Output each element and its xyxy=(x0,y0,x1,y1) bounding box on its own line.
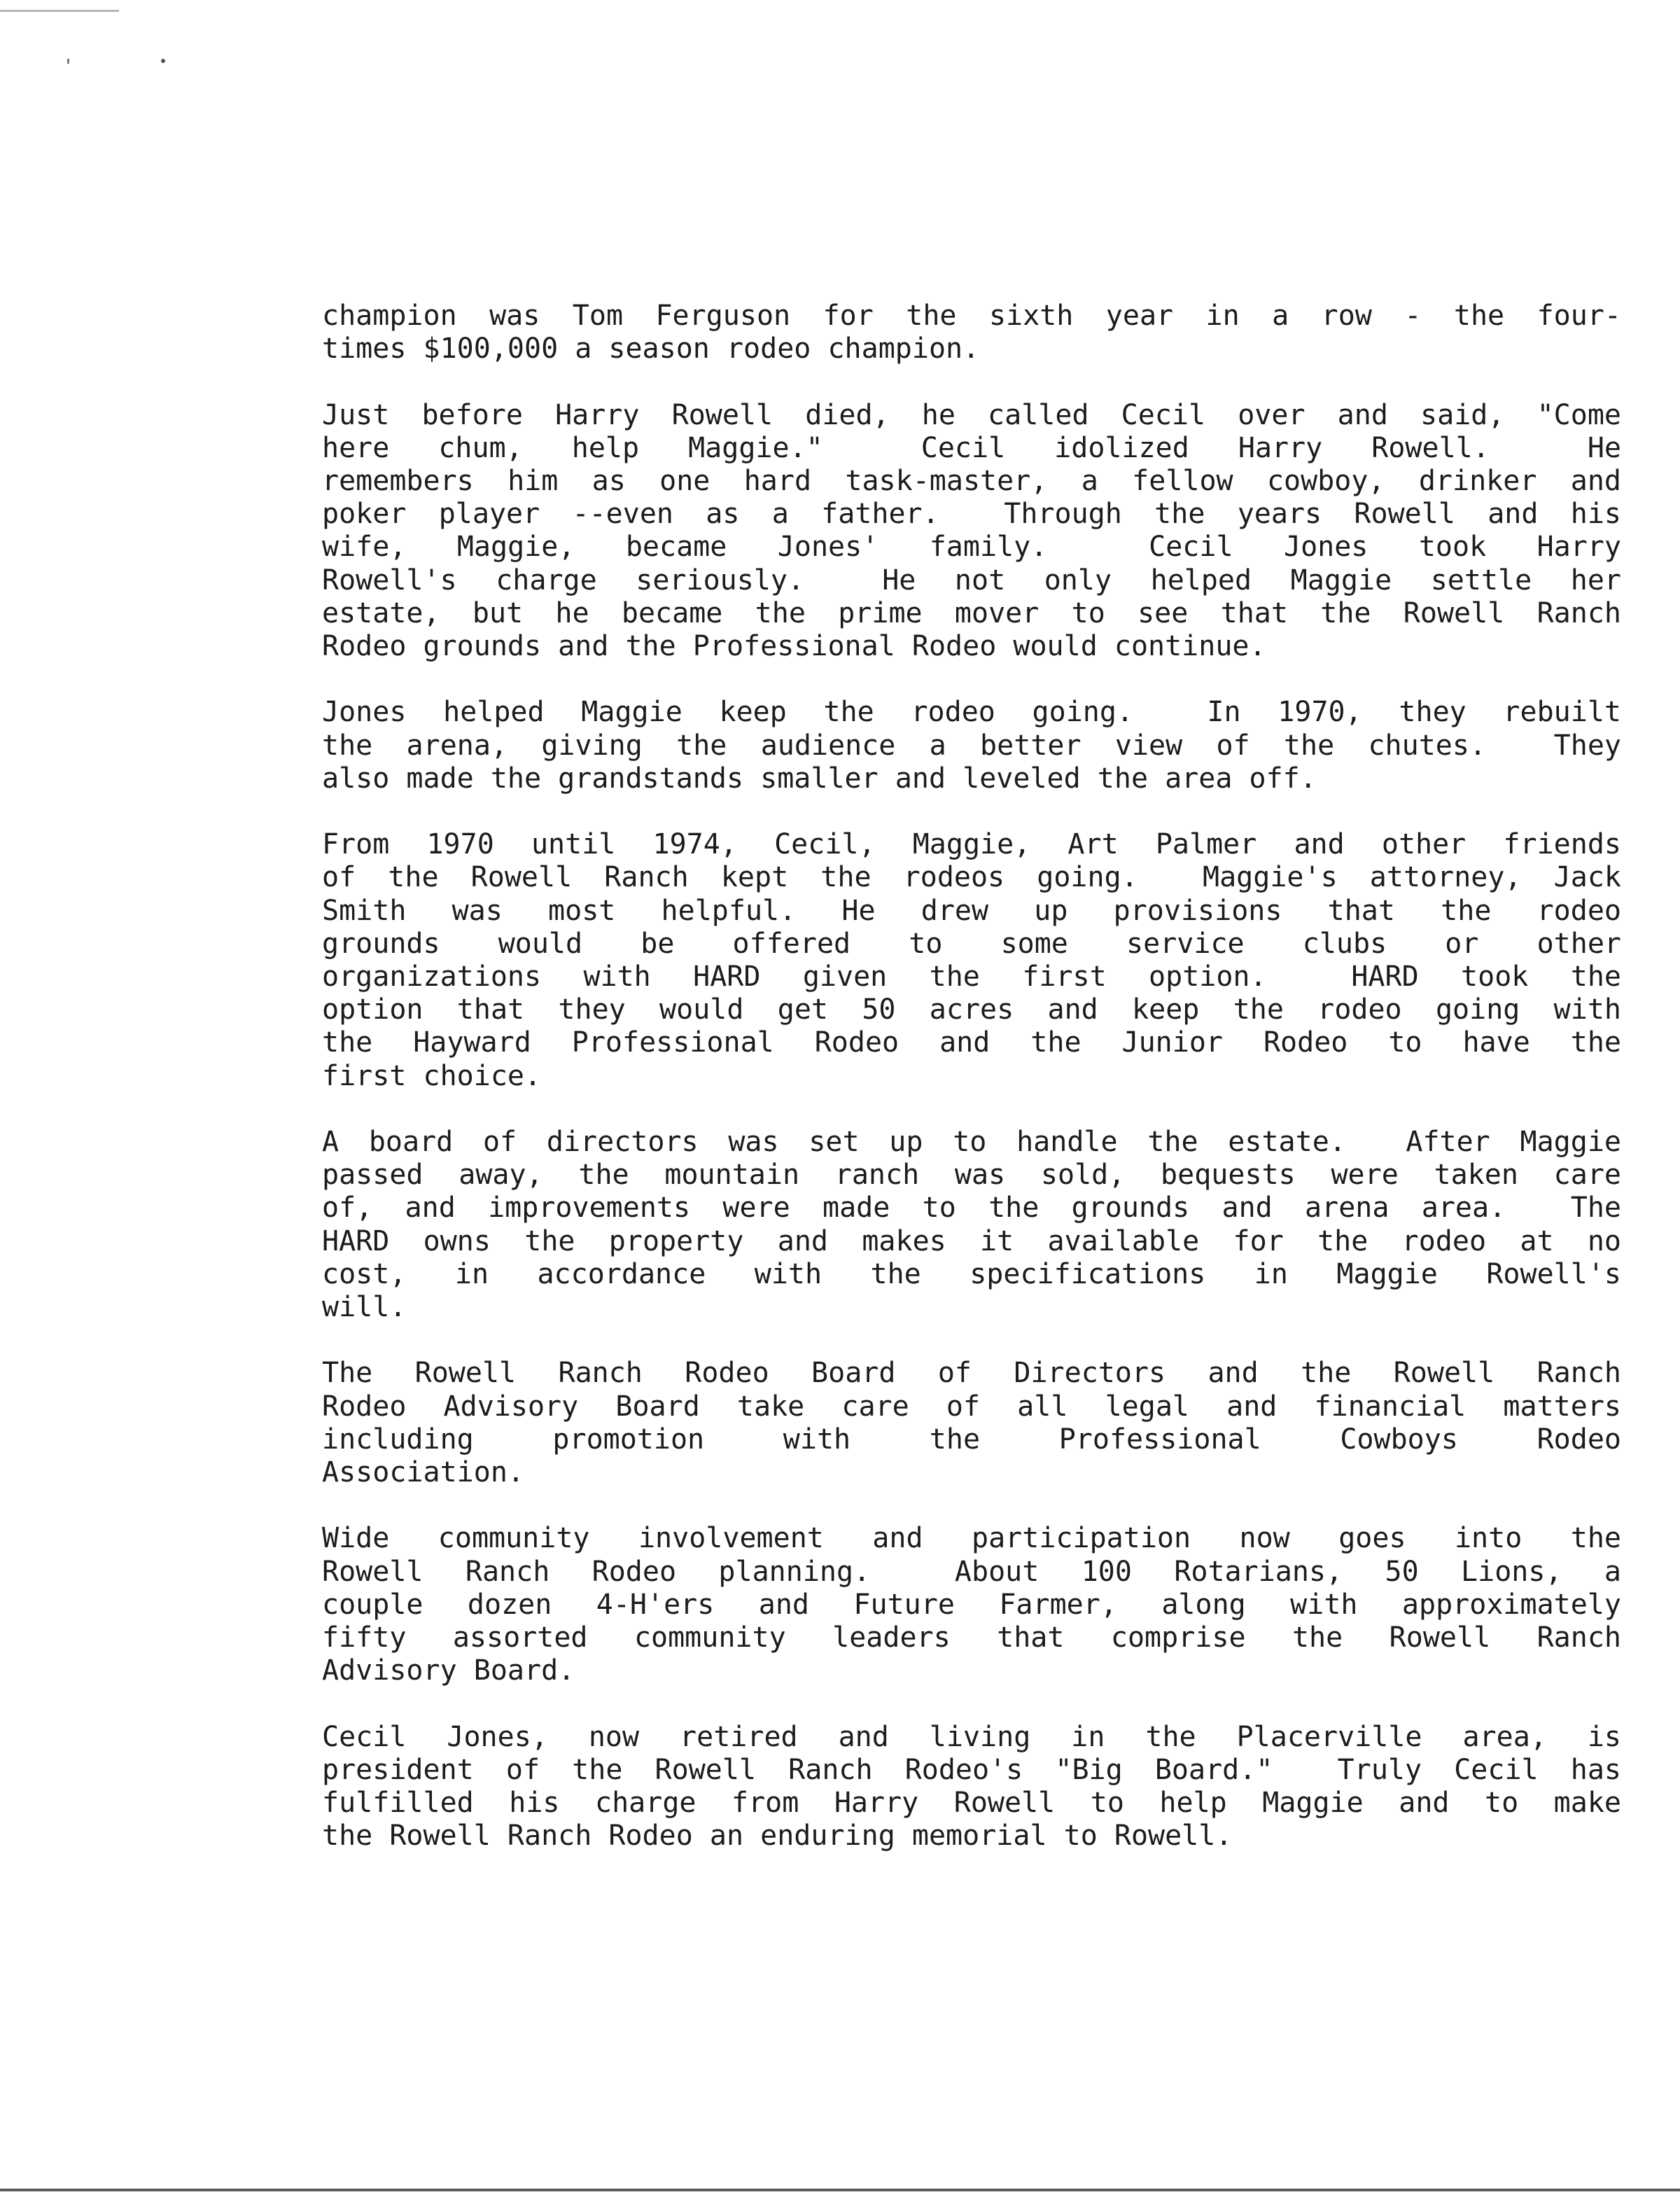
text-line: organizations with HARD given the first option. HARD took the xyxy=(322,961,1621,993)
scan-artifact-mark xyxy=(67,59,69,64)
paragraph-5 xyxy=(322,1126,1621,1324)
text-line: option that they would get 50 acres and keep the rodeo going with xyxy=(322,993,1621,1026)
text-line: president of the Rowell Ranch Rodeo's "Big Board." Truly Cecil has xyxy=(322,1753,1621,1786)
scan-artifact-top xyxy=(0,10,119,12)
text-line: Rodeo Advisory Board take care of all legal and financial matters xyxy=(322,1390,1621,1423)
text-line: Rodeo grounds and the Professional Rodeo would continue. xyxy=(322,630,1266,663)
paragraph-6 xyxy=(322,1357,1621,1489)
text-line: The Rowell Ranch Rodeo Board of Directors and the Rowell Ranch xyxy=(322,1357,1621,1390)
text-line: will. xyxy=(322,1291,407,1324)
text-line: poker player --even as a father. Through the years Rowell and his xyxy=(322,498,1621,531)
text-line: passed away, the mountain ranch was sold, bequests were taken care xyxy=(322,1159,1621,1192)
text-line: Smith was most helpful. He drew up provisions that the rodeo xyxy=(322,894,1621,927)
text-line: couple dozen 4-H'ers and Future Farmer, along with approximately xyxy=(322,1588,1621,1621)
text-line: Advisory Board. xyxy=(322,1654,575,1687)
text-line: A board of directors was set up to handle the estate. After Maggie xyxy=(322,1126,1621,1159)
scan-artifact-dot xyxy=(161,59,165,63)
text-line: here chum, help Maggie." Cecil idolized Harry Rowell. He xyxy=(322,431,1621,464)
paragraph-1 xyxy=(322,300,1621,365)
text-line: Wide community involvement and participation now goes into the xyxy=(322,1522,1621,1555)
text-line: HARD owns the property and makes it available for the rodeo at no xyxy=(322,1225,1621,1257)
text-line: Rowell Ranch Rodeo planning. About 100 Rotarians, 50 Lions, a xyxy=(322,1555,1621,1588)
text-line: first choice. xyxy=(322,1059,542,1092)
text-line: estate, but he became the prime mover to see that the Rowell Ranch xyxy=(322,597,1621,629)
text-line: including promotion with the Professional Cowboys Rodeo xyxy=(322,1423,1621,1456)
scan-artifact-bottom-edge xyxy=(0,2189,1680,2191)
text-line: cost, in accordance with the specifications in Maggie Rowell's xyxy=(322,1257,1621,1290)
text-line: champion was Tom Ferguson for the sixth year in a row - the four- xyxy=(322,300,1621,332)
text-line: remembers him as one hard task-master, a fellow cowboy, drinker and xyxy=(322,465,1621,497)
text-line: Just before Harry Rowell died, he called Cecil over and said, "Come xyxy=(322,398,1621,431)
text-line: From 1970 until 1974, Cecil, Maggie, Art Palmer and other friends xyxy=(322,828,1621,861)
text-line: the Hayward Professional Rodeo and the Junior Rodeo to have the xyxy=(322,1026,1621,1059)
paragraph-4 xyxy=(322,828,1621,1093)
text-line: the arena, giving the audience a better view of the chutes. They xyxy=(322,729,1621,762)
text-line: Jones helped Maggie keep the rodeo going. In 1970, they rebuilt xyxy=(322,696,1621,729)
text-line: fulfilled his charge from Harry Rowell to help Maggie and to make xyxy=(322,1787,1621,1820)
paragraph-8 xyxy=(322,1721,1621,1853)
text-line: fifty assorted community leaders that comprise the Rowell Ranch xyxy=(322,1621,1621,1654)
text-line: Rowell's charge seriously. He not only helped Maggie settle her xyxy=(322,564,1621,597)
paragraph-3 xyxy=(322,696,1621,795)
text-line: of the Rowell Ranch kept the rodeos going. Maggie's attorney, Jack xyxy=(322,861,1621,894)
text-line: times $100,000 a season rodeo champion. xyxy=(322,333,980,365)
text-line: the Rowell Ranch Rodeo an enduring memorial to Rowell. xyxy=(322,1820,1233,1853)
text-line: Association. xyxy=(322,1456,524,1489)
text-line: of, and improvements were made to the grounds and arena area. The xyxy=(322,1192,1621,1225)
text-line: grounds would be offered to some service clubs or other xyxy=(322,927,1621,960)
paragraph-2 xyxy=(322,399,1621,664)
text-line: wife, Maggie, became Jones' family. Cecil Jones took Harry xyxy=(322,531,1621,564)
body-text xyxy=(322,300,1621,1886)
text-line: Cecil Jones, now retired and living in the Placerville area, is xyxy=(322,1720,1621,1753)
paragraph-7 xyxy=(322,1522,1621,1687)
text-line: also made the grandstands smaller and leveled the area off. xyxy=(322,762,1317,795)
